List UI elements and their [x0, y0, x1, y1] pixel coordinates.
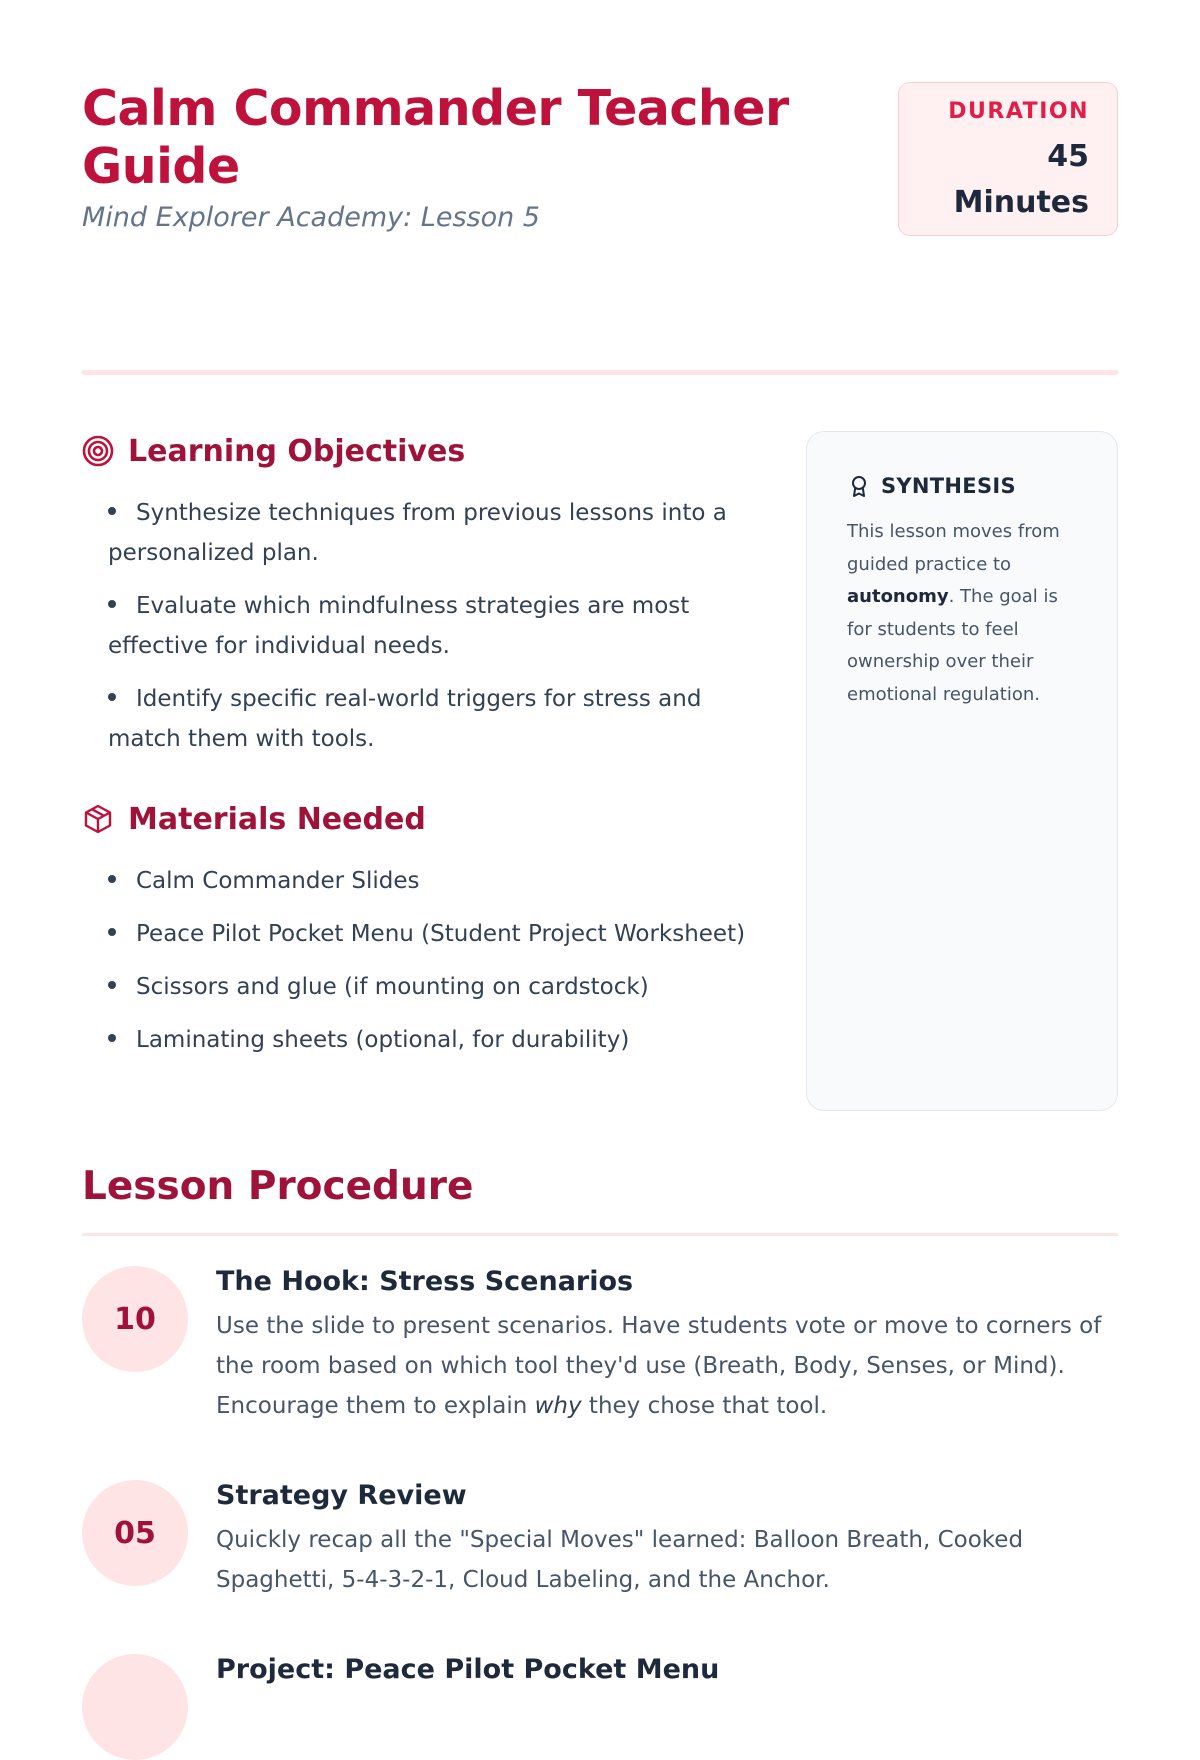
procedure-steps [82, 1262, 1118, 1756]
materials-list [82, 861, 762, 1060]
step-title: Strategy Review [216, 1480, 467, 1511]
bullet-dot [108, 875, 116, 883]
procedure-step [82, 1262, 1118, 1426]
list-item [108, 967, 762, 1007]
target-icon [82, 435, 114, 467]
bullet-dot [108, 1034, 116, 1042]
header-divider [82, 370, 1118, 375]
synthesis-text [847, 516, 1081, 711]
list-item [108, 679, 762, 759]
award-icon [847, 474, 871, 498]
step-text-start: Use the slide to present scenarios. Have students vote or move to corners of the room based on which tool they'd use (Breath, Body, Senses, or Mind). Encourage them to explain [216, 1313, 1102, 1419]
objectives-list [82, 493, 762, 759]
list-item-text: Identify specific real-world triggers for stress and match them with tools. [108, 686, 702, 752]
synthesis-text-end: . The goal is for students to feel ownership over their emotional regulation. [847, 586, 1058, 705]
page-title: Calm Commander Teacher Guide [82, 80, 789, 195]
duration-value [899, 134, 1089, 226]
step-text-end: they chose that tool. [581, 1393, 828, 1419]
duration-number: 45 [1047, 139, 1089, 174]
objectives-title: Learning Objectives [128, 433, 466, 469]
step-title: The Hook: Stress Scenarios [216, 1266, 634, 1297]
overview-section [82, 431, 1118, 1121]
overview-main [82, 431, 762, 1060]
synthesis-text-start: This lesson moves from guided practice to [847, 521, 1060, 575]
materials-section [82, 799, 762, 1060]
synthesis-heading [847, 474, 1081, 498]
materials-title: Materials Needed [128, 801, 426, 837]
bullet-dot [108, 981, 116, 989]
box-icon [82, 803, 114, 835]
step-text-start: Quickly recap all the "Special Moves" learned: Balloon Breath, Cooked Spaghetti, 5-4-3-2-1, Cloud Labeling, and the Anchor. [216, 1527, 1024, 1593]
list-item-text: Scissors and glue (if mounting on cardstock) [136, 974, 649, 1000]
list-item [108, 493, 762, 573]
procedure-title: Lesson Procedure [82, 1164, 474, 1209]
objectives-heading [82, 431, 762, 471]
procedure-step [82, 1650, 1118, 1756]
step-description [216, 1520, 1118, 1600]
bullet-dot [108, 507, 116, 515]
list-item [108, 586, 762, 666]
step-description [216, 1306, 1118, 1426]
synthesis-text-bold: autonomy [847, 586, 949, 607]
step-text-emphasis: why [534, 1393, 582, 1419]
list-item [108, 1020, 762, 1060]
page-subtitle: Mind Explorer Academy: Lesson 5 [82, 202, 540, 233]
objectives-section [82, 431, 762, 759]
synthesis-card [806, 431, 1118, 1111]
list-item-text: Synthesize techniques from previous lessons into a personalized plan. [108, 500, 727, 566]
page-header [82, 0, 1118, 290]
materials-heading [82, 799, 762, 839]
duration-unit: Minutes [953, 185, 1089, 220]
step-minutes-badge: 10 [82, 1266, 188, 1372]
bullet-dot [108, 600, 116, 608]
synthesis-title: SYNTHESIS [881, 474, 1016, 498]
list-item [108, 861, 762, 901]
procedure-step [82, 1476, 1118, 1600]
step-title: Project: Peace Pilot Pocket Menu [216, 1654, 720, 1685]
list-item-text: Evaluate which mindfulness strategies are most effective for individual needs. [108, 593, 690, 659]
list-item [108, 914, 762, 954]
duration-label: DURATION [948, 99, 1089, 124]
step-minutes-badge [82, 1654, 188, 1760]
list-item-text: Laminating sheets (optional, for durability) [136, 1027, 630, 1053]
bullet-dot [108, 693, 116, 701]
step-minutes-badge: 05 [82, 1480, 188, 1586]
list-item-text: Calm Commander Slides [136, 868, 420, 894]
duration-card [898, 82, 1118, 236]
list-item-text: Peace Pilot Pocket Menu (Student Project Worksheet) [136, 921, 746, 947]
procedure-divider [82, 1233, 1118, 1236]
bullet-dot [108, 928, 116, 936]
